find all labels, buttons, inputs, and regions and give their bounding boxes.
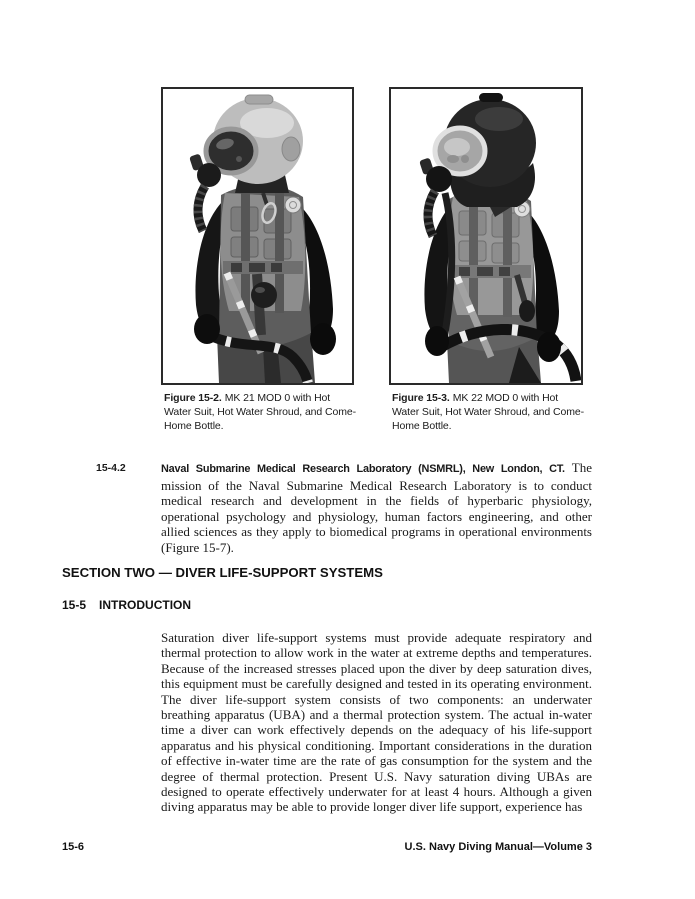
introduction-text: Saturation diver life-support systems must provide adequate respiratory and thermal protection to allow work in the water at extreme depths and temperatures. Because of the increased stresses placed upon the diver by deep saturation dives, this equipment must be carefully designed and tested in its operating environment. The diver life-support system consists of two components: an underwater breathing apparatus (UBA) and a thermal protection system. The actual in-water time a diver can work effectively depends on the adequacy of his life-support apparatus and his physical conditioning. Important considerations in the duration of effective in-water time are the rate of gas consumption for the system and the degree of thermal protection. Present U.S. Navy saturation diving UBAs are designed to operate effectively underwater for at least 4 hours. Although a given diving apparatus may be able to provide longer diver life support, experience has bbox=[161, 630, 592, 815]
figure-label: Figure 15-3. bbox=[392, 392, 450, 404]
regulator bbox=[197, 163, 221, 187]
paragraph-text bbox=[161, 460, 592, 556]
figure-15-2-photo bbox=[161, 87, 354, 385]
paragraph-body-text: The mission of the Naval Submarine Medical Research Laboratory is to conduct medical research and development in the fields of hyperbaric physiology, operational psychology and physiology, human factors engineering, and other allied sciences as they apply to biomedical programs in operational environments (Figure 15-7). bbox=[161, 460, 592, 555]
paragraph-15-4-2 bbox=[96, 460, 592, 556]
manual-title: U.S. Navy Diving Manual—Volume 3 bbox=[404, 841, 592, 853]
paragraph-lead: Naval Submarine Medical Research Laboratory (NSMRL), New London, CT. bbox=[161, 463, 565, 475]
mk22-diver-illustration bbox=[391, 89, 581, 383]
page-footer bbox=[62, 841, 592, 853]
figure-caption-text: MK 22 MOD 0 with Hot Water Suit, Hot Water Shroud, and Come-Home Bottle. bbox=[392, 392, 584, 433]
figure-15-3-photo bbox=[389, 87, 583, 385]
figure-label: Figure 15-2. bbox=[164, 392, 222, 404]
subsection-15-5-heading bbox=[62, 598, 191, 612]
subsection-number: 15-5 bbox=[62, 598, 87, 612]
page-number: 15-6 bbox=[62, 841, 85, 853]
come-home-bottle-valve bbox=[519, 300, 535, 322]
shoulder-patch bbox=[285, 197, 301, 213]
mk21-diver bbox=[189, 95, 336, 383]
come-home-bottle-valve bbox=[251, 282, 277, 308]
mk22-diver bbox=[419, 93, 576, 383]
mk21-helmet bbox=[206, 95, 303, 184]
figure-15-2-caption bbox=[164, 391, 360, 434]
introduction-paragraph bbox=[161, 630, 592, 815]
regulator bbox=[426, 166, 452, 192]
figure-caption-text: MK 21 MOD 0 with Hot Water Suit, Hot Water Shroud, and Come-Home Bottle. bbox=[164, 392, 356, 433]
subsection-title: INTRODUCTION bbox=[99, 598, 192, 612]
mk21-diver-illustration bbox=[163, 89, 352, 383]
paragraph-number: 15-4.2 bbox=[96, 462, 126, 474]
figure-15-3-caption bbox=[392, 391, 588, 434]
section-two-heading: SECTION TWO — DIVER LIFE-SUPPORT SYSTEMS bbox=[62, 565, 383, 580]
